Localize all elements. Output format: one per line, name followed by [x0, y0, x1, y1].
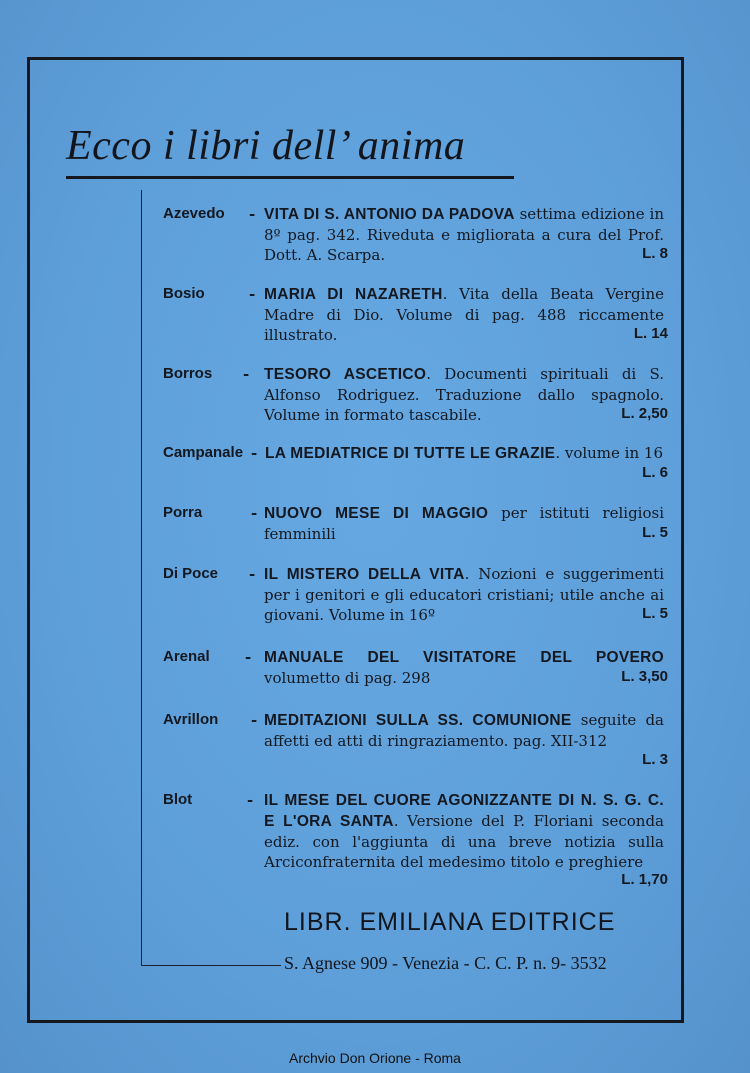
book-price: L. 14: [633, 325, 668, 342]
separator-dash: -: [247, 791, 254, 809]
book-price: L. 5: [642, 605, 668, 622]
book-author: Borros: [163, 365, 213, 382]
book-description: per istituti religiosi femminili: [264, 504, 664, 543]
book-title: VITA DI S. ANTONIO DA PADOVA: [264, 206, 515, 223]
book-description: . Nozioni e suggerimenti per i genitori e gli educatori cristiani; utile anche ai giovani. Volume in 16º: [264, 565, 664, 624]
book-author: Porra: [163, 504, 203, 521]
separator-dash: -: [251, 444, 258, 462]
horizontal-rule: [141, 965, 281, 966]
book-text: [264, 710, 664, 751]
separator-dash: -: [251, 504, 258, 522]
book-title: TESORO ASCETICO: [264, 366, 427, 383]
book-author: Azevedo: [163, 205, 225, 222]
book-description: . Vita della Beata Vergine Madre di Dio. Volume di pag. 488 riccamente illustrato.: [264, 285, 664, 344]
separator-dash: -: [251, 711, 258, 729]
book-price: L. 5: [642, 524, 668, 541]
book-price: L. 3: [642, 751, 668, 768]
book-author: Campanale: [163, 444, 244, 461]
book-entry-campanale: [163, 443, 668, 483]
book-price: L. 1,70: [621, 871, 668, 888]
separator-dash: -: [249, 285, 256, 303]
book-entry-borros: [163, 364, 668, 424]
book-author: Di Poce: [163, 565, 219, 582]
book-title: IL MESE DEL CUORE AGONIZZANTE DI N. S. G. C. E L'ORA SANTA: [264, 792, 664, 830]
book-entry-porra: [163, 503, 668, 543]
book-description: volumetto di pag. 298: [264, 669, 431, 687]
book-text: [264, 790, 664, 872]
book-entry-arenal: [163, 647, 668, 687]
page-heading: Ecco i libri dell’ anima: [66, 123, 466, 169]
book-entry-bosio: [163, 284, 668, 344]
publisher-name: LIBR. EMILIANA EDITRICE: [284, 908, 616, 936]
book-entry-blot: [163, 790, 668, 890]
book-description: . Documenti spirituali di S. Alfonso Rodriguez. Traduzione dallo spagnolo. Volume in formato tascabile.: [264, 365, 664, 424]
book-price: L. 8: [642, 245, 668, 262]
book-text: [265, 443, 665, 464]
book-price: L. 3,50: [621, 668, 668, 685]
book-title: MARIA DI NAZARETH: [264, 286, 443, 303]
book-title: MANUALE DEL VISITATORE DEL POVERO: [264, 649, 664, 666]
separator-dash: -: [249, 205, 256, 223]
book-description: settima edizione in 8º pag. 342. Riveduta e migliorata a cura del Prof. Dott. A. Scarpa.: [264, 205, 664, 264]
book-entry-avrillon: [163, 710, 668, 770]
book-entry-azevedo: [163, 204, 668, 264]
book-author: Arenal: [163, 648, 210, 665]
publisher-address: S. Agnese 909 - Venezia - C. C. P. n. 9- 3532: [284, 953, 607, 973]
separator-dash: -: [249, 565, 256, 583]
book-author: Avrillon: [163, 711, 219, 728]
book-author: Bosio: [163, 285, 205, 302]
book-title: MEDITAZIONI SULLA SS. COMUNIONE: [264, 712, 572, 729]
book-title: NUOVO MESE DI MAGGIO: [264, 505, 489, 522]
book-description: . Versione del P. Floriani seconda ediz. con l'aggiunta di una breve notizia sulla Arciconfraternita del medesimo titolo e preghiere: [264, 812, 664, 871]
separator-dash: -: [245, 648, 252, 666]
book-description: . volume in 16: [555, 444, 663, 462]
book-price: L. 6: [642, 464, 668, 481]
book-entry-di-poce: [163, 564, 668, 624]
book-title: IL MISTERO DELLA VITA: [264, 566, 465, 583]
book-description: seguite da affetti ed atti di ringraziamento. pag. XII-312: [264, 711, 665, 750]
book-price: L. 2,50: [621, 405, 668, 422]
separator-dash: -: [243, 365, 250, 383]
book-title: LA MEDIATRICE DI TUTTE LE GRAZIE: [265, 445, 556, 462]
archive-watermark: Archvio Don Orione - Roma: [289, 1050, 461, 1066]
book-author: Blot: [163, 791, 193, 808]
